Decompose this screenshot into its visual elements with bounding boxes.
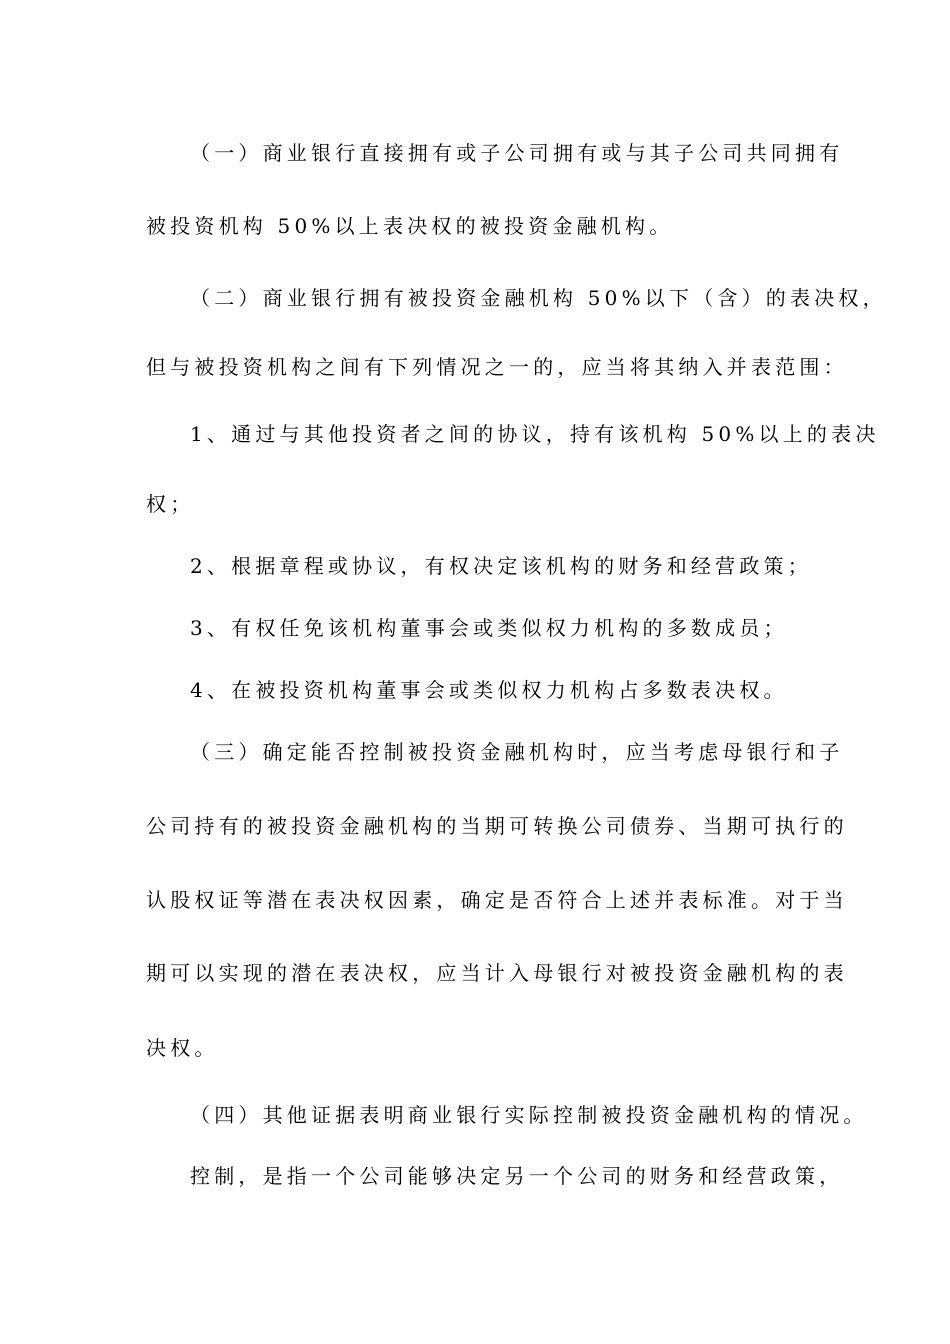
item-1-line-1: 1、通过与其他投资者之间的协议，持有该机构 50%以上的表决 — [190, 422, 880, 446]
paragraph-2-line-2: 但与被投资机构之间有下列情况之一的，应当将其纳入并表范围： — [146, 355, 848, 379]
paragraph-1-line-2: 被投资机构 50%以上表决权的被投资金融机构。 — [146, 214, 674, 238]
paragraph-2-line-1: （二）商业银行拥有被投资金融机构 50%以下（含）的表决权， — [190, 286, 887, 310]
paragraph-3-line-2: 公司持有的被投资金融机构的当期可转换公司债券、当期可执行的 — [146, 814, 848, 838]
paragraph-1-line-1: （一）商业银行直接拥有或子公司拥有或与其子公司共同拥有 — [190, 141, 844, 165]
item-3: 3、有权任免该机构董事会或类似权力机构的多数成员； — [190, 616, 788, 640]
item-4: 4、在被投资机构董事会或类似权力机构占多数表决权。 — [190, 678, 788, 702]
paragraph-4: （四）其他证据表明商业银行实际控制被投资金融机构的情况。 — [190, 1103, 868, 1127]
item-2: 2、根据章程或协议，有权决定该机构的财务和经营政策； — [190, 554, 812, 578]
paragraph-3-line-3: 认股权证等潜在表决权因素，确定是否符合上述并表标准。对于当 — [146, 888, 848, 912]
paragraph-5-line-1: 控制，是指一个公司能够决定另一个公司的财务和经营政策， — [190, 1164, 844, 1188]
item-1-line-2: 权； — [146, 492, 195, 516]
paragraph-3-line-5: 决权。 — [146, 1036, 219, 1060]
paragraph-3-line-4: 期可以实现的潜在表决权，应当计入母银行对被投资金融机构的表 — [146, 961, 848, 985]
paragraph-3-line-1: （三）确定能否控制被投资金融机构时，应当考虑母银行和子 — [190, 740, 844, 764]
